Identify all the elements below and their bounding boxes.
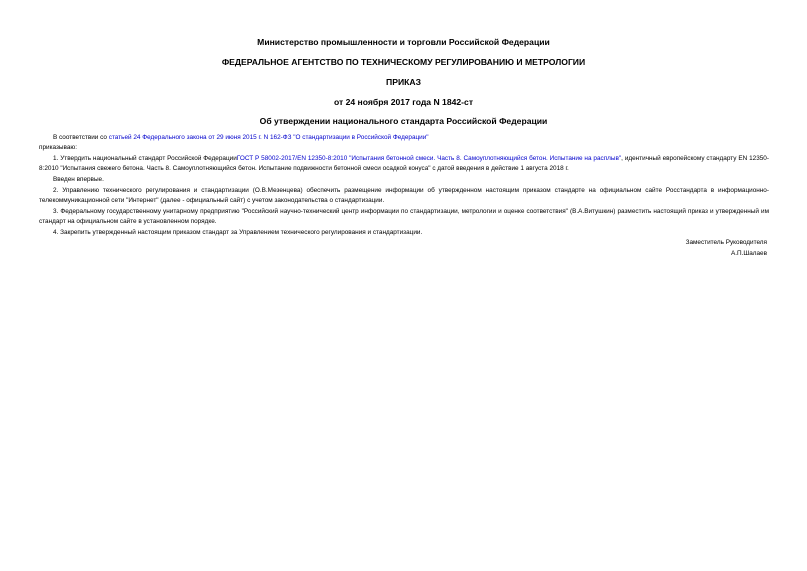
subject-heading: Об утверждении национального стандарта Российской Федерации xyxy=(259,116,548,126)
order-word: приказываю: xyxy=(39,144,77,151)
ministry-heading: Министерство промышленности и торговли Российской Федерации xyxy=(257,37,550,47)
date-number-heading: от 24 ноября 2017 года N 1842-ст xyxy=(333,97,474,107)
document-type-heading: ПРИКАЗ xyxy=(386,77,421,87)
standard-link[interactable]: ГОСТ Р 58002-2017/EN 12350-8:2010 "Испытания бетонной смеси. Часть 8. Самоуплотняющийся бетон. Испытание на расплыв" xyxy=(236,155,622,162)
item-3-paragraph: 3. Федеральному государственному унитарному предприятию "Российский научно-технический центр информации по стандартизации, метрологии и оценке соответствия" (В.А.Витушкин) разместить настоящий приказ и утвержденный им стандарт на официальном сайте в установленном порядке. xyxy=(39,208,769,225)
item-4-paragraph: 4. Закрепить утвержденный настоящим приказом стандарт за Управлением технического регулирования и стандартизации. xyxy=(53,229,423,236)
agency-heading: ФЕДЕРАЛЬНОЕ АГЕНТСТВО ПО ТЕХНИЧЕСКОМУ РЕГУЛИРОВАНИЮ И МЕТРОЛОГИИ xyxy=(221,57,586,67)
law-link[interactable]: статьей 24 Федерального закона от 29 июня 2015 г. N 162-ФЗ "О стандартизации в Российской Федерации" xyxy=(108,134,429,141)
item-1-suffix: , идентичный европейскому стандарту EN 12350-8:2010 "Испытания свежего бетона. Часть 8. Самоуплотняющийся бетон. Испытание подвижности бетонной смеси осадкой конуса" с датой введения в действие 1 августа 2018 г. xyxy=(39,155,769,172)
item-1-paragraph xyxy=(39,154,769,174)
item-1-prefix: 1. Утвердить национальный стандарт Российской Федерации xyxy=(53,155,237,162)
preamble-paragraph xyxy=(39,133,769,143)
signatory-position: Заместитель Руководителя xyxy=(685,239,767,246)
preamble-prefix: В соответствии со xyxy=(53,134,109,141)
signatory-name: А.П.Шалаев xyxy=(730,250,767,257)
item-2-paragraph: 2. Управлению технического регулирования и стандартизации (О.В.Мезенцева) обеспечить размещение информации об утвержденном настоящим приказом стандарте на официальном сайте Росстандарта в информационно-телекоммуникационной сети "Интернет" (далее - официальный сайт) с учетом законодательства о стандартизации. xyxy=(39,187,769,204)
introduced-note: Введен впервые. xyxy=(53,176,104,183)
